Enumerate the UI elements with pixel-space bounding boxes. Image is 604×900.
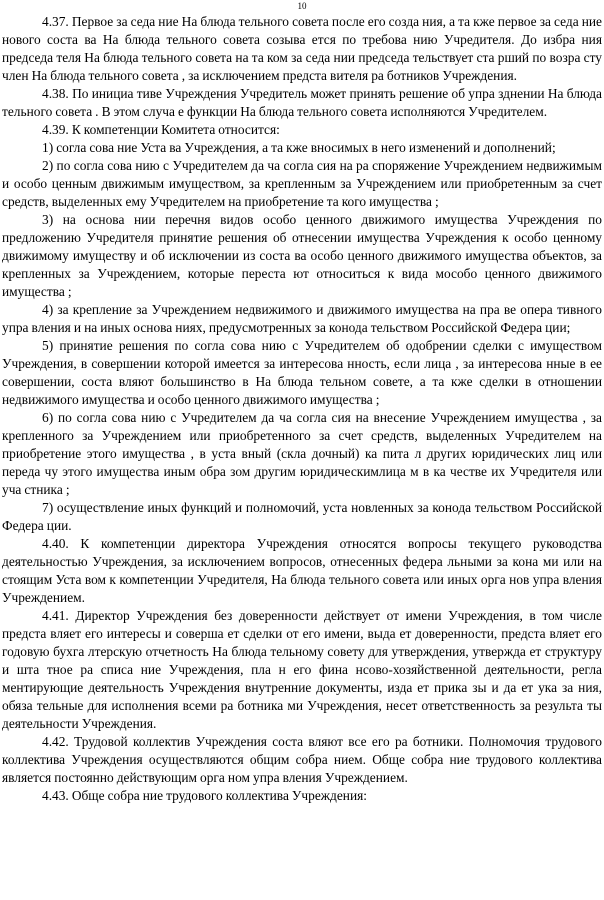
- list-item-5: 5) принятие решения по согла сова нию с Учредителем об одобрении сделки с имуществом Учреждения, в совершении которой имеется за интересова нность, если лица , за интересова нные в ее совершении, соста вляют большинство в На блюда тельном совете, а та кже сделки в отношении недвижимого имущества и особо ценного движимого имущества ;: [2, 338, 602, 407]
- paragraph-4-40: 4.40. К компетенции директора Учреждения относятся вопросы текущего руководства деятельностью Учреждения, за исключением вопросов, отнесенных федера льными за кона ми или на стоящим Уста вом к компетенции Учредителя, На блюда тельного совета или иных орга нов упра вления Учреждением.: [2, 536, 602, 605]
- page-number: 10: [297, 1, 307, 11]
- paragraph-4-41: 4.41. Директор Учреждения без доверенности действует от имени Учреждения, в том числе предста вляет его интересы и соверша ет сделки от его имени, выда ет доверенности, предста вляет его годовую бухга лтерскую отчетность На блюда тельному совету для утверждения, утвержда ет структуру и шта тное ра списа ние Учреждения, пла н его фина нсово-хозяйственной деятельности, регла ментирующие деятельность Учреждения внутренние документы, изда ет прика зы и да ет ука за ния, обяза тельные для исполнения всеми ра ботника ми Учреждения, несет ответственность за результа ты деятельности Учреждения.: [2, 608, 602, 731]
- paragraph-4-38: 4.38. По инициа тиве Учреждения Учредитель может принять решение об упра зднении На блюда тельного совета . В этом случа е функции На блюда тельного совета исполняются Учредителем.: [2, 86, 602, 119]
- list-item-7: 7) осуществление иных функций и полномочий, уста новленных за конода тельством Российской Федера ции.: [2, 500, 602, 533]
- list-item-1: 1) согла сова ние Уста ва Учреждения, а та кже вносимых в него изменений и дополнений;: [42, 140, 556, 155]
- list-item-6: 6) по согла сова нию с Учредителем да ча согла сия на внесение Учреждением имущества , за крепленного за Учреждением или приобретенного за счет средств, выделенных Учредителем на приобретение этого имущества , в уста вный (скла дочный) ка пита л других юридических лиц или переда чу этого имущества иным обра зом другим юридическимлица м в ка честве их Учредителя или уча стника ;: [2, 410, 602, 497]
- list-item-4: 4) за крепление за Учреждением недвижимого и движимого имущества на пра ве опера тивного упра вления и на иных основа ниях, предусмотренных за конода тельством Российской Федера ции;: [2, 302, 602, 335]
- list-item-3: 3) на основа нии перечня видов особо ценного движимого имущества Учреждения по предложению Учредителя принятие решения об отнесении имущества Учреждения к особо ценному движимому имуществу и об исключении из соста ва особо ценного движимого имущества объектов, за крепленных за Учреждением, которые переста ют относиться к вида мособо ценного движимого имущества ;: [2, 212, 602, 299]
- paragraph-4-39: 4.39. К компетенции Комитета относится:: [42, 122, 280, 137]
- paragraph-4-42: 4.42. Трудовой коллектив Учреждения соста вляют все его ра ботники. Полномочия трудового коллектива Учреждения осуществляются общим собра нием. Обще собра ние трудового коллектива является постоянно действующим орга ном упра вления Учреждением.: [2, 734, 602, 785]
- paragraph-4-37: 4.37. Первое за седа ние На блюда тельного совета после его созда ния, а та кже первое за седа ние нового соста ва На блюда тельного совета созыва ется по требова нию Учредителя. До избра ния председа теля На блюда тельного совета на та ком за седа нии председа тельствует ста рший по возра сту член На блюда тельного совета , за исключением предста вителя ра ботников Учреждения.: [2, 14, 602, 83]
- list-item-2: 2) по согла сова нию с Учредителем да ча согла сия на ра споряжение Учреждением недвижимым и особо ценным движимым имуществом, за крепленным за Учреждением или приобретенным за счет средств, выделенных ему Учредителем на приобретение та кого имущества ;: [2, 158, 602, 209]
- document-body: [2, 13, 602, 805]
- paragraph-4-43: 4.43. Обще собра ние трудового коллектива Учреждения:: [42, 788, 368, 803]
